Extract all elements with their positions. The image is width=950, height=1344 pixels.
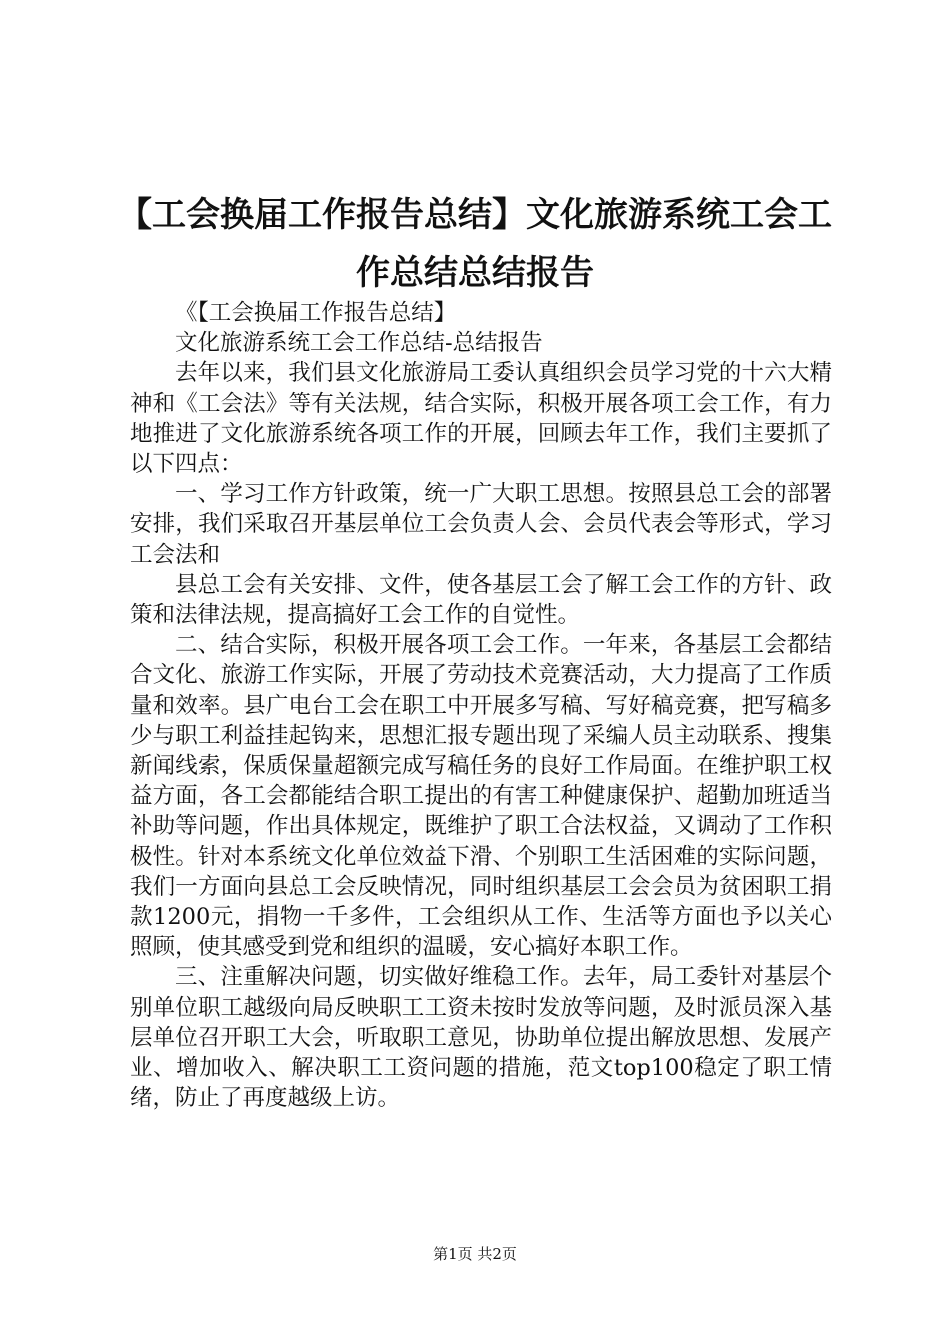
paragraph: 《【工会换届工作报告总结】 bbox=[175, 300, 457, 326]
paragraph: 三、注重解决问题，切实做好维稳工作。去年，局工委针对基层个别单位职工越级向局反映职工工资未按时发放等问题，及时派员深入基层单位召开职工大会，听取职工意见，协助单位提出解放思想、发展产业、增加收入、解决职工工资问题的措施，范文top100稳定了职工情绪，防止了再度越级上访。 bbox=[130, 964, 832, 1112]
document-title: 【工会换届工作报告总结】文化旅游系统工会工作总结总结报告 bbox=[118, 195, 832, 293]
paragraph: 一、学习工作方针政策，统一广大职工思想。按照县总工会的部署安排，我们采取召开基层单位工会负责人会、会员代表会等形式，学习工会法和 bbox=[130, 481, 832, 568]
paragraph: 二、结合实际，积极开展各项工会工作。一年来，各基层工会都结合文化、旅游工作实际，开展了劳动技术竞赛活动，大力提高了工作质量和效率。县广电台工会在职工中开展多写稿、写好稿竞赛，把写稿多少与职工利益挂起钩来，思想汇报专题出现了采编人员主动联系、搜集新闻线索，保质保量超额完成写稿任务的良好工作局面。在维护职工权益方面，各工会都能结合职工提出的有害工种健康保护、超勤加班适当补助等问题，作出具体规定，既维护了职工合法权益，又调动了工作积极性。针对本系统文化单位效益下滑、个别职工生活困难的实际问题，我们一方面向县总工会反映情况，同时组织基层工会会员为贫困职工捐款1200元，捐物一千多件，工会组织从工作、生活等方面也予以关心照顾，使其感受到党和组织的温暖，安心搞好本职工作。 bbox=[130, 632, 832, 961]
paragraph: 县总工会有关安排、文件，使各基层工会了解工会工作的方针、政策和法律法规，提高搞好工会工作的自觉性。 bbox=[130, 571, 832, 629]
paragraph: 去年以来，我们县文化旅游局工委认真组织会员学习党的十六大精神和《工会法》等有关法规，结合实际，积极开展各项工会工作，有力地推进了文化旅游系统各项工作的开展，回顾去年工作，我们主要抓了以下四点： bbox=[130, 360, 832, 478]
page-footer: 第1页 共2页 bbox=[433, 1245, 517, 1263]
document-body bbox=[130, 298, 832, 1113]
paragraph: 文化旅游系统工会工作总结-总结报告 bbox=[175, 330, 543, 357]
